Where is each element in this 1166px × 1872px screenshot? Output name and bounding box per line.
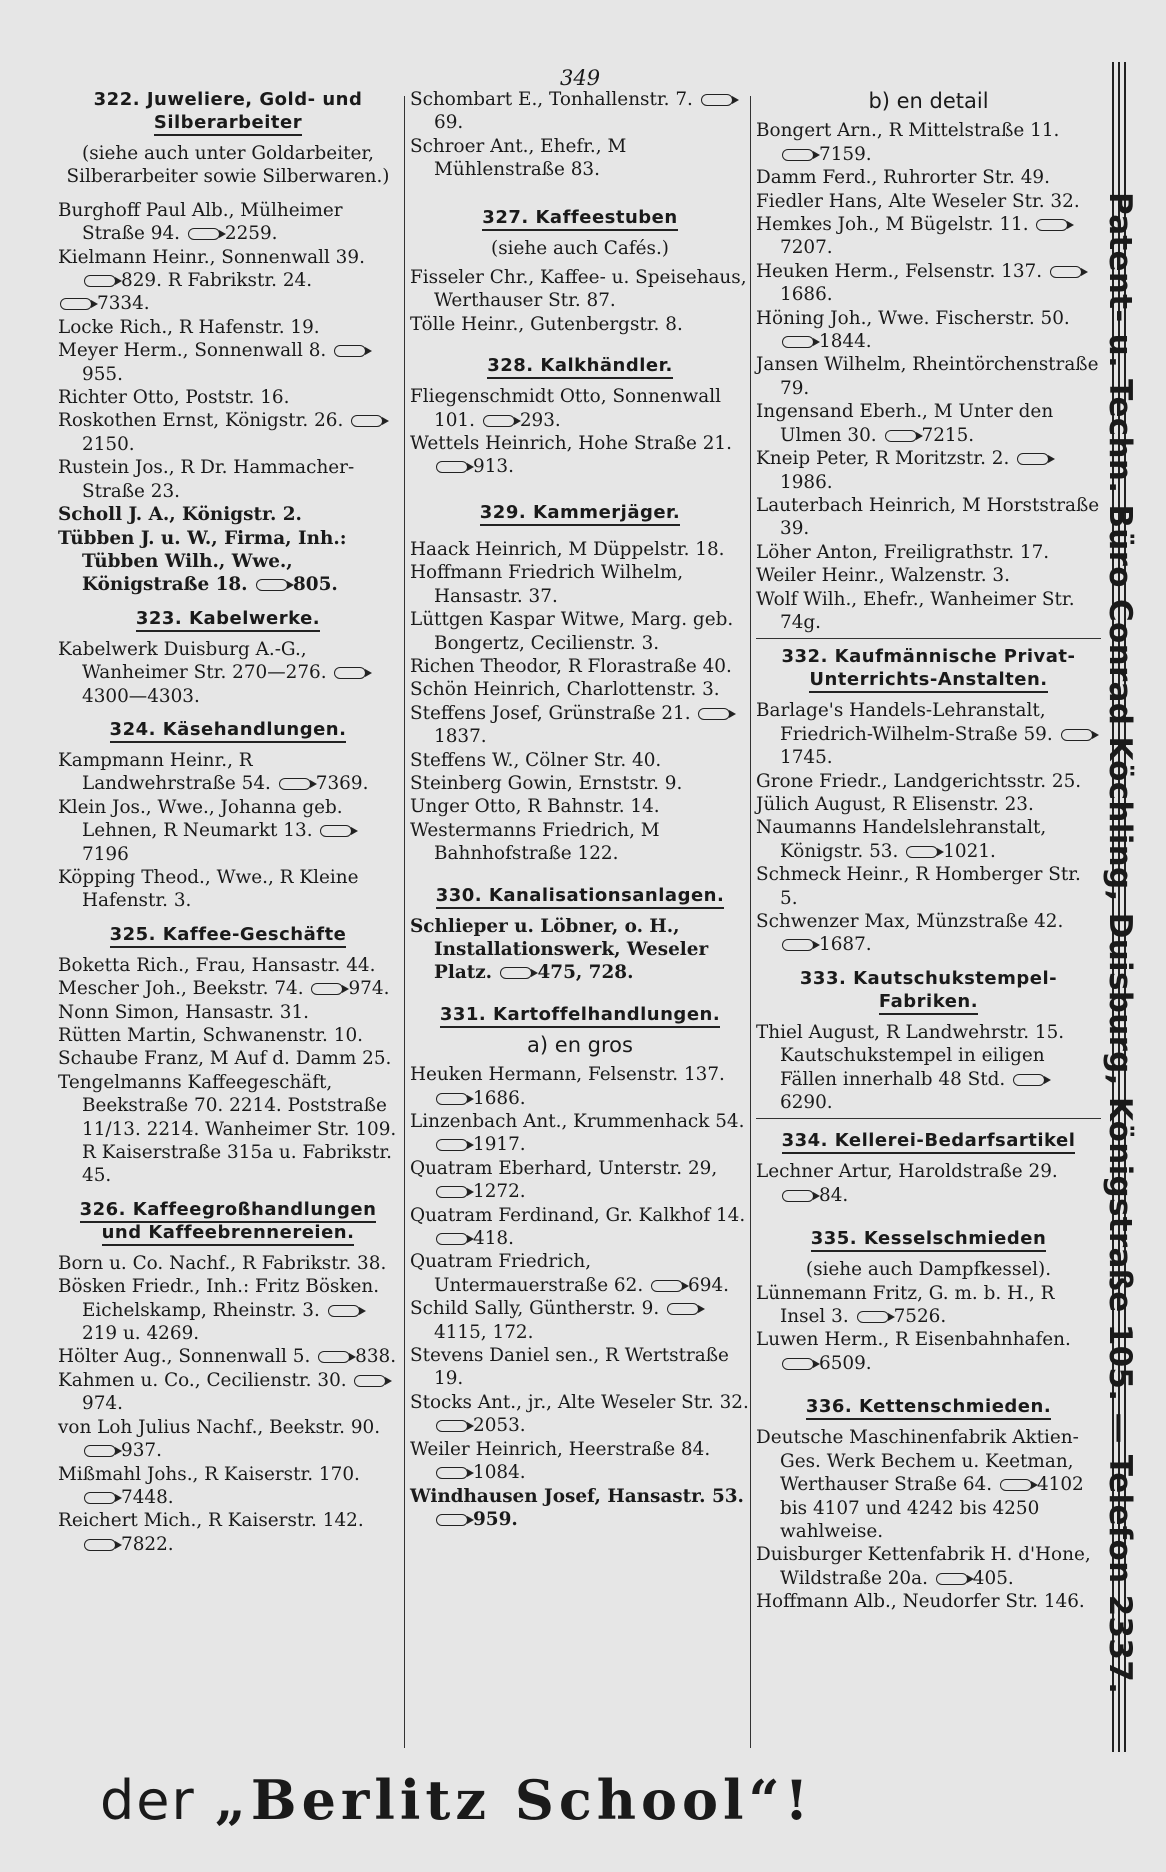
- section-324-heading: 324. Käsehandlungen.: [58, 718, 398, 741]
- entry-phone: 7215.: [921, 424, 975, 446]
- directory-entry: [756, 260, 1101, 307]
- entry-text: Reichert Mich., R Kaiserstr. 142.: [58, 1510, 364, 1532]
- entry-text: Hölter Aug., Sonnenwall 5.: [58, 1346, 311, 1368]
- telephone-icon: [436, 461, 468, 473]
- section-331-list: [410, 1063, 750, 1531]
- section-327-note: (siehe auch Cafés.): [491, 237, 669, 259]
- entry-text: Kabelwerk Duisburg A.-G., Wanheimer Str. 270—276.: [58, 638, 327, 684]
- section-330-list: [410, 915, 750, 985]
- telephone-icon: [60, 298, 92, 310]
- telephone-icon: [1050, 266, 1082, 278]
- directory-entry: [410, 313, 750, 336]
- entry-text: Lünnemann Fritz, G. m. b. H., R Insel 3.: [756, 1282, 1055, 1328]
- entry-phone: 1686.: [473, 1087, 526, 1109]
- side-banner-text: Patent- u. Techn. Büro Conrad Köchling, Duisburg, Königstraße 105. — Telefon 2337.: [1102, 192, 1138, 1695]
- directory-entry: [756, 494, 1101, 541]
- section-331-subheading-detail: b) en detail: [868, 89, 989, 113]
- directory-entry: [58, 1345, 398, 1368]
- entry-phone: 805.: [293, 574, 338, 596]
- entry-text: Fiedler Hans, Alte Weseler Str. 32.: [756, 190, 1080, 212]
- entry-text: Jülich August, R Elisenstr. 23.: [756, 793, 1034, 815]
- telephone-icon: [328, 1305, 360, 1317]
- entry-phone: 7526.: [893, 1306, 947, 1328]
- section-329-list: [410, 538, 750, 866]
- telephone-icon: [436, 1139, 468, 1151]
- section-336-heading: 336. Kettenschmieden.: [756, 1395, 1101, 1418]
- directory-entry: [410, 772, 750, 795]
- telephone-icon: [782, 149, 814, 161]
- telephone-icon: [885, 430, 917, 442]
- directory-entry: [410, 915, 750, 985]
- directory-entry: [58, 503, 398, 526]
- entry-phone: 1686.: [780, 284, 833, 306]
- entry-text: Boketta Rich., Frau, Hansastr. 44.: [58, 954, 376, 976]
- directory-entry: [756, 1590, 1101, 1613]
- entry-text: Rütten Martin, Schwanenstr. 10.: [58, 1025, 363, 1046]
- telephone-icon: [782, 1358, 814, 1370]
- directory-entry: [756, 307, 1101, 354]
- entry-text: Löher Anton, Freiligrathstr. 17.: [756, 541, 1050, 563]
- entry-text: Grone Friedr., Landgerichtsstr. 25.: [756, 770, 1082, 792]
- entry-phone: 1745.: [780, 747, 833, 769]
- telephone-icon: [436, 1233, 468, 1245]
- entry-text: Weiler Heinr., Walzenstr. 3.: [756, 565, 1010, 587]
- section-331-subheading-gros: a) en gros: [527, 1032, 633, 1057]
- directory-entry: [756, 793, 1101, 816]
- column-left: [58, 88, 398, 1556]
- entry-text: Schmeck Heinr., R Homberger Str. 5.: [756, 864, 1081, 909]
- telephone-icon: [500, 967, 532, 979]
- telephone-icon: [906, 846, 938, 858]
- directory-entry: [756, 213, 1101, 260]
- entry-text: Schön Heinrich, Charlottenstr. 3.: [410, 679, 720, 701]
- telephone-icon: [318, 1351, 350, 1363]
- telephone-icon: [936, 1573, 968, 1585]
- section-334-list: [756, 1160, 1101, 1207]
- entry-text: Naumanns Handelslehranstalt, Königstr. 53.: [756, 817, 1047, 862]
- telephone-icon: [667, 1303, 699, 1315]
- directory-entry: [410, 385, 750, 432]
- entry-phone: 1021.: [943, 840, 996, 862]
- telephone-icon: [84, 275, 116, 287]
- telephone-icon: [334, 667, 366, 679]
- entry-text: Stocks Ant., jr., Alte Weseler Str. 32.: [410, 1391, 749, 1413]
- entry-phone: 955.: [82, 363, 123, 385]
- telephone-icon: [782, 336, 814, 348]
- entry-phone: 1837.: [434, 726, 487, 748]
- telephone-icon: [1000, 1479, 1032, 1491]
- telephone-icon: [311, 983, 343, 995]
- telephone-icon: [436, 1467, 468, 1479]
- page-number: 349: [560, 66, 601, 90]
- footer-main: „Berlitz School“!: [214, 1768, 814, 1832]
- entry-text: Windhausen Josef, Hansastr. 53.: [410, 1485, 744, 1507]
- directory-entry: [58, 1047, 398, 1070]
- entry-phone: 2150.: [82, 433, 135, 455]
- section-328-list: [410, 385, 750, 479]
- directory-entry: [756, 166, 1101, 189]
- section-326-heading: 326. Kaffeegroßhandlungen und Kaffeebrennereien.: [58, 1198, 398, 1244]
- entry-text: Haack Heinrich, M Düppelstr. 18.: [410, 538, 725, 560]
- telephone-icon: [1017, 453, 1049, 465]
- section-333-heading: 333. Kautschukstempel- Fabriken.: [756, 967, 1101, 1013]
- section-332-heading: 332. Kaufmännische Privat- Unterrichts-Anstalten.: [756, 645, 1101, 691]
- entry-text: Scholl J. A., Königstr. 2.: [58, 504, 302, 526]
- entry-phone: 1917.: [473, 1134, 526, 1156]
- directory-entry: [410, 538, 750, 561]
- directory-entry: [58, 316, 398, 339]
- entry-text: Linzenbach Ant., Krummenhack 54.: [410, 1111, 745, 1132]
- telephone-icon: [188, 228, 220, 240]
- directory-entry: [58, 1252, 398, 1275]
- entry-text: Steffens W., Cölner Str. 40.: [410, 749, 662, 771]
- directory-entry: [410, 266, 750, 313]
- telephone-icon: [483, 415, 515, 427]
- entry-phone: 937.: [121, 1440, 162, 1462]
- directory-entry: [410, 1485, 750, 1532]
- entry-text: Richter Otto, Poststr. 16.: [58, 387, 290, 409]
- entry-text: Klein Jos., Wwe., Johanna geb. Lehnen, R Neumarkt 13.: [58, 796, 343, 842]
- entry-phone: 7369.: [315, 773, 369, 795]
- telephone-icon: [320, 825, 352, 837]
- entry-text: Kahmen u. Co., Cecilienstr. 30.: [58, 1369, 347, 1391]
- directory-entry: [756, 1160, 1101, 1207]
- section-324-list: [58, 749, 398, 913]
- directory-entry: [410, 1063, 750, 1110]
- directory-entry: [756, 1282, 1101, 1329]
- directory-entry: [58, 1275, 398, 1345]
- footer-advertisement: [100, 1768, 1000, 1838]
- entry-text: Schroer Ant., Ehefr., M Mühlenstraße 83.: [410, 135, 627, 181]
- entry-text: Schwenzer Max, Münzstraße 42.: [756, 911, 1064, 932]
- entry-phone: 1844.: [819, 331, 872, 353]
- entry-text: Ingensand Eberh., M Unter den Ulmen 30.: [756, 401, 1054, 446]
- telephone-icon: [857, 1311, 889, 1323]
- entry-text: Köpping Theod., Wwe., R Kleine Hafenstr. 3.: [58, 866, 359, 912]
- directory-entry: [756, 190, 1101, 213]
- entry-phone: 6290.: [780, 1092, 833, 1114]
- entry-phone: 7334.: [97, 293, 150, 315]
- entry-text: Heuken Herm., Felsenstr. 137.: [756, 260, 1043, 282]
- directory-entry: [756, 541, 1101, 564]
- section-327-list: [410, 266, 750, 336]
- section-327-heading: 327. Kaffeestuben: [410, 206, 750, 229]
- entry-text: Heuken Hermann, Felsenstr. 137.: [410, 1064, 725, 1086]
- section-325-heading: 325. Kaffee-Geschäfte: [58, 923, 398, 946]
- entry-text: Hoffmann Friedrich Wilhelm, Hansastr. 37.: [410, 562, 684, 607]
- section-329-heading: 329. Kammerjäger.: [410, 501, 750, 524]
- entry-text: Westermanns Friedrich, M Bahnhofstraße 122.: [410, 819, 660, 865]
- column-right: [756, 88, 1101, 1614]
- entry-phone: 293.: [519, 409, 561, 431]
- directory-entry: [410, 1157, 750, 1204]
- entry-text: Mißmahl Johs., R Kaiserstr. 170.: [58, 1463, 360, 1485]
- entry-phone: 4102 bis 4107 und 4242 bis 4250 wahlweise.: [780, 1474, 1084, 1542]
- entry-text: Schombart E., Tonhallenstr. 7.: [410, 89, 693, 110]
- divider: [756, 638, 1101, 639]
- entry-text: Lüttgen Kaspar Witwe, Marg. geb. Bongertz, Cecilienstr. 3.: [410, 609, 734, 654]
- entry-text: Jansen Wilhelm, Rheintörchenstraße 79.: [756, 354, 1099, 399]
- entry-phone: 838.: [355, 1346, 397, 1368]
- entry-text: Richen Theodor, R Florastraße 40.: [410, 655, 732, 677]
- entry-text: Born u. Co. Nachf., R Fabrikstr. 38.: [58, 1252, 387, 1274]
- footer-prefix: der: [100, 1769, 196, 1832]
- directory-entry: [756, 1328, 1101, 1375]
- entry-text: Fisseler Chr., Kaffee- u. Speisehaus, Werthauser Str. 87.: [410, 267, 747, 312]
- entry-text: Unger Otto, R Bahnstr. 14.: [410, 796, 660, 818]
- telephone-icon: [84, 1492, 116, 1504]
- directory-entry: [410, 432, 750, 479]
- entry-phone: 69.: [434, 112, 464, 134]
- telephone-icon: [1061, 729, 1093, 741]
- directory-entry: [410, 1250, 750, 1297]
- directory-entry: [756, 119, 1101, 166]
- directory-entry: [410, 1110, 750, 1157]
- entry-text: Barlage's Handels-Lehranstalt, Friedrich-Wilhelm-Straße 59.: [756, 700, 1053, 745]
- telephone-icon: [354, 1375, 386, 1387]
- entry-phone: 4300—4303.: [82, 685, 200, 707]
- entry-text: Tengelmanns Kaffeegeschäft, Beekstraße 70. 2214. Poststraße 11/13. 2214. Wanheimer Str. 109. R Kaiserstraße 315a u. Fabrikstr. 45.: [58, 1071, 397, 1187]
- directory-entry: [58, 638, 398, 708]
- entry-phone: 6509.: [819, 1352, 872, 1374]
- directory-entry: [756, 1543, 1101, 1590]
- telephone-icon: [436, 1420, 468, 1432]
- telephone-icon: [782, 939, 814, 951]
- telephone-icon: [701, 94, 733, 106]
- entry-text: Damm Ferd., Ruhrorter Str. 49.: [756, 167, 1050, 189]
- directory-entry: [58, 339, 398, 386]
- directory-entry: [410, 655, 750, 678]
- entry-text: Roskothen Ernst, Königstr. 26.: [58, 410, 344, 432]
- entry-phone: 475, 728.: [537, 962, 634, 984]
- entry-text: Duisburger Kettenfabrik H. d'Hone, Wildstraße 20a.: [756, 1544, 1091, 1589]
- directory-entry: [58, 527, 398, 597]
- section-322-note: (siehe auch unter Goldarbeiter, Silberarbeiter sowie Silberwaren.): [66, 143, 390, 188]
- section-335-list: [756, 1282, 1101, 1376]
- directory-entry: [756, 699, 1101, 769]
- directory-entry: [58, 409, 398, 456]
- entry-text: Nonn Simon, Hansastr. 31.: [58, 1001, 310, 1023]
- entry-phone: 7822.: [121, 1533, 174, 1555]
- directory-entry: [58, 749, 398, 796]
- entry-text: Burghoff Paul Alb., Mülheimer Straße 94.: [58, 199, 343, 245]
- entry-text: von Loh Julius Nachf., Beekstr. 90.: [58, 1416, 381, 1438]
- directory-entry: [58, 1416, 398, 1463]
- entry-phone: 405.: [972, 1567, 1014, 1589]
- telephone-icon: [334, 345, 366, 357]
- section-323-list: [58, 638, 398, 708]
- section-331b-list: [756, 119, 1101, 634]
- directory-entry: [58, 246, 398, 293]
- directory-entry: [58, 386, 398, 409]
- entry-text: Kielmann Heinr., Sonnenwall 39.: [58, 246, 365, 268]
- telephone-icon: [1013, 1074, 1045, 1086]
- entry-text: Meyer Herm., Sonnenwall 8.: [58, 340, 327, 362]
- directory-entry: [410, 561, 750, 608]
- entry-phone: 7159.: [819, 143, 872, 165]
- directory-entry: [756, 447, 1101, 494]
- section-336-list: [756, 1426, 1101, 1613]
- section-328-heading: 328. Kalkhändler.: [410, 354, 750, 377]
- directory-entry: [58, 199, 398, 246]
- entry-phone: 7448.: [121, 1486, 174, 1508]
- column-middle-top-list: [410, 88, 750, 182]
- entry-phone: 7207.: [780, 237, 833, 259]
- telephone-icon: [436, 1093, 468, 1105]
- entry-phone: 959.: [473, 1508, 518, 1530]
- directory-entry: [410, 135, 750, 182]
- entry-phone: 974.: [348, 978, 390, 1000]
- directory-entry: [58, 1369, 398, 1416]
- directory-entry: [410, 702, 750, 749]
- directory-entry: [756, 770, 1101, 793]
- directory-entry: [410, 1344, 750, 1391]
- entry-phone: 2259.: [224, 223, 278, 245]
- entry-text: Schild Sally, Güntherstr. 9.: [410, 1298, 660, 1320]
- directory-entry: [756, 863, 1101, 910]
- directory-entry: [756, 910, 1101, 957]
- entry-text: Tübben J. u. W., Firma, Inh.: Tübben Wilh., Wwe., Königstraße 18.: [58, 527, 347, 596]
- section-330-heading: 330. Kanalisationsanlagen.: [410, 884, 750, 907]
- section-326-list: [58, 1252, 398, 1556]
- directory-entry: [756, 1426, 1101, 1543]
- directory-entry: [58, 1001, 398, 1024]
- section-322-heading: 322. Juweliere, Gold- und Silberarbeiter: [58, 88, 398, 134]
- directory-entry: [58, 1463, 398, 1510]
- entry-text: Lauterbach Heinrich, M Horststraße 39.: [756, 494, 1100, 540]
- telephone-icon: [1036, 219, 1068, 231]
- entry-text: Luwen Herm., R Eisenbahnhafen.: [756, 1329, 1071, 1351]
- directory-entry: [410, 678, 750, 701]
- directory-entry: [58, 292, 398, 315]
- directory-entry: [58, 1071, 398, 1188]
- telephone-icon: [84, 1539, 116, 1551]
- entry-text: Kampmann Heinr., R Landwehrstraße 54.: [58, 749, 271, 795]
- section-325-list: [58, 954, 398, 1188]
- directory-entry: [756, 816, 1101, 863]
- entry-text: Kneip Peter, R Moritzstr. 2.: [756, 448, 1010, 470]
- directory-entry: [756, 588, 1101, 635]
- entry-phone: 84.: [819, 1184, 849, 1206]
- section-332-list: [756, 699, 1101, 956]
- directory-entry: [756, 564, 1101, 587]
- entry-phone: 7196: [82, 843, 129, 865]
- entry-text: Mescher Joh., Beekstr. 74.: [58, 978, 304, 1000]
- entry-phone: 1687.: [819, 934, 872, 956]
- entry-text: Stevens Daniel sen., R Wertstraße 19.: [410, 1345, 729, 1390]
- directory-entry: [410, 1204, 750, 1251]
- entry-phone: 829. R Fabrikstr. 24.: [121, 270, 313, 292]
- entry-text: Rustein Jos., R Dr. Hammacher-Straße 23.: [58, 457, 355, 502]
- entry-text: Locke Rich., R Hafenstr. 19.: [58, 316, 320, 338]
- entry-phone: 1084.: [473, 1462, 526, 1484]
- telephone-icon: [351, 415, 383, 427]
- section-322-list: [58, 199, 398, 597]
- entry-phone: 974.: [82, 1393, 123, 1415]
- telephone-icon: [279, 778, 311, 790]
- entry-phone: 418.: [473, 1228, 514, 1250]
- directory-entry: [58, 456, 398, 503]
- directory-entry: [756, 1021, 1101, 1115]
- entry-text: Wettels Heinrich, Hohe Straße 21.: [410, 433, 732, 455]
- entry-text: Hemkes Joh., M Bügelstr. 11.: [756, 214, 1029, 236]
- directory-entry: [756, 400, 1101, 447]
- telephone-icon: [84, 1445, 116, 1457]
- directory-entry: [410, 1391, 750, 1438]
- entry-text: Fliegenschmidt Otto, Sonnenwall 101.: [410, 386, 721, 431]
- telephone-icon: [436, 1514, 468, 1526]
- directory-entry: [410, 795, 750, 818]
- directory-entry: [410, 88, 750, 135]
- entry-phone: 1986.: [780, 471, 833, 493]
- entry-phone: 2053.: [473, 1415, 526, 1437]
- entry-phone: 913.: [473, 456, 514, 478]
- entry-text: Hoffmann Alb., Neudorfer Str. 146.: [756, 1591, 1085, 1613]
- entry-text: Steffens Josef, Grünstraße 21.: [410, 702, 691, 724]
- entry-text: Schlieper u. Löbner, o. H., Installationswerk, Weseler Platz.: [410, 915, 709, 984]
- entry-text: Schaube Franz, M Auf d. Damm 25.: [58, 1048, 392, 1070]
- directory-entry: [58, 954, 398, 977]
- section-335-heading: 335. Kesselschmieden: [756, 1227, 1101, 1250]
- section-333-list: [756, 1021, 1101, 1115]
- entry-text: Wolf Wilh., Ehefr., Wanheimer Str. 74g.: [756, 588, 1075, 633]
- entry-phone: 694.: [688, 1274, 729, 1296]
- directory-entry: [410, 1297, 750, 1344]
- column-middle: [410, 88, 750, 1531]
- directory-entry: [58, 796, 398, 866]
- entry-text: Quatram Eberhard, Unterstr. 29,: [410, 1157, 718, 1179]
- directory-entry: [58, 1509, 398, 1556]
- section-323-heading: 323. Kabelwerke.: [58, 607, 398, 630]
- entry-text: Thiel August, R Landwehrstr. 15. Kautschukstempel in eiligen Fällen innerhalb 48 Std.: [756, 1021, 1065, 1090]
- telephone-icon: [256, 579, 288, 591]
- directory-entry: [58, 1024, 398, 1047]
- section-335-note: (siehe auch Dampfkessel).: [805, 1259, 1052, 1281]
- section-331-heading: 331. Kartoffelhandlungen.: [410, 1003, 750, 1026]
- telephone-icon: [782, 1190, 814, 1202]
- entry-text: Bongert Arn., R Mittelstraße 11.: [756, 120, 1060, 142]
- entry-text: Quatram Friedrich, Untermauerstraße 62.: [410, 1251, 644, 1296]
- entry-text: Quatram Ferdinand, Gr. Kalkhof 14.: [410, 1204, 746, 1226]
- directory-entry: [756, 353, 1101, 400]
- column-divider-1: [404, 96, 405, 1748]
- section-334-heading: 334. Kellerei-Bedarfsartikel: [756, 1129, 1101, 1152]
- entry-text: Steinberg Gowin, Ernststr. 9.: [410, 772, 683, 794]
- directory-entry: [58, 866, 398, 913]
- entry-text: Deutsche Maschinenfabrik Aktien-Ges. Werk Bechem u. Keetman, Werthauser Straße 64.: [756, 1427, 1079, 1496]
- telephone-icon: [698, 708, 730, 720]
- entry-text: Weiler Heinrich, Heerstraße 84.: [410, 1438, 711, 1460]
- entry-phone: 4115, 172.: [434, 1321, 534, 1343]
- telephone-icon: [651, 1280, 683, 1292]
- entry-phone: 1272.: [473, 1181, 526, 1203]
- divider: [756, 1118, 1101, 1119]
- column-divider-2: [750, 96, 751, 1748]
- entry-text: Bösken Friedr., Inh.: Fritz Bösken. Eichelskamp, Rheinstr. 3.: [58, 1276, 380, 1321]
- entry-text: Höning Joh., Wwe. Fischerstr. 50.: [756, 307, 1070, 329]
- directory-entry: [58, 977, 398, 1000]
- entry-text: Lechner Artur, Haroldstraße 29.: [756, 1161, 1058, 1183]
- directory-entry: [410, 608, 750, 655]
- entry-phone: 219 u. 4269.: [82, 1323, 200, 1345]
- directory-entry: [410, 819, 750, 866]
- directory-entry: [410, 749, 750, 772]
- directory-entry: [410, 1438, 750, 1485]
- entry-text: Tölle Heinr., Gutenbergstr. 8.: [410, 313, 683, 335]
- telephone-icon: [436, 1186, 468, 1198]
